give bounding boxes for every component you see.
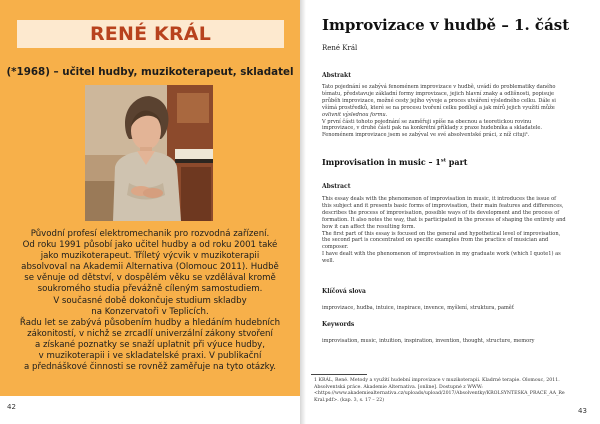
abstract-line: composer. [322,244,349,251]
footnote [314,378,584,404]
klicova-slova-text: improvizace, hudba, intuice, inspirace, invence, myšlení, struktura, paměť [322,305,514,311]
abstract-heading: Abstract [322,183,351,190]
abstract-line: describes the process of improvisation, possible ways of its development and the process of [322,209,560,216]
bio-line: zákonitostí, v nichž se zrcadlí univerzální zákony stvoření [27,328,273,339]
abstrakt-line: všímá prostředků, které se na procesu tvoření celku podílejí a jak mírů jejich využití může [322,104,555,111]
article-title: Improvizace v hudbě – 1. část [322,16,570,34]
keywords-heading: Keywords [322,321,355,328]
abstract-line: how it can affect the resulting form. [322,223,416,230]
abstract-line: The first part of this essay is focused on the general and hypothetical level of improvisation, [322,230,561,237]
abstract-line: formation. It also notes the way, that is participated in the process of shaping the entirety and [322,216,566,223]
abstract-line: This essay deals with the phenomenon of improvisation in music, it introduces the issue of [322,196,557,202]
footnote-line: Kral.pdf>. (kap. 3, s. 17 – 22) [314,397,385,403]
english-title-tail: part [446,157,468,167]
abstrakt-line: ovlivnit výslednou formu. [322,111,388,118]
article-author: René Král [322,44,358,52]
author-biography [3,229,297,373]
abstrakt-line: Tato pojednání se zabývá fenoménem improvizace v hudbě, uvádí do problematiky daného [322,84,556,90]
bio-line: se věnuje od dětství, v dospělém věku se vzdělával kromě [24,273,276,284]
english-title-text: Improvisation in music – 1 [322,157,441,167]
bio-line: a přednáškové činnosti se rovněž zaměřuje na tyto otázky. [24,362,276,373]
abstract-text [322,196,580,265]
book-spine-shadow [300,0,306,424]
abstrakt-line: průběh improvizace, možné cesty jejího vývoje a proces utváření výsledného celku. Dále si [322,97,556,104]
abstrakt-heading: Abstrakt [322,72,351,79]
footnote-line: <https://www.akademiealternativa.cz/uploads/upload/2017/Absolventky/KROLSYNTESKA_PRACE_AA_Re [314,391,565,396]
author-subtitle: (*1968) – učitel hudby, muzikoterapeut, skladatel [6,66,294,78]
page-number-left: 42 [7,403,16,411]
klicova-slova-heading: Klíčová slova [322,288,366,295]
page-margin-bottom [0,396,300,424]
abstract-line: I have dealt with the phenomenon of improvisation in my graduate work (which I quote1) as [322,251,561,258]
english-title-sup: st [440,157,446,164]
bio-line: jako muzikoterapeut. Tříletý výcvik v muzikoterapii [40,251,260,262]
bio-line: Řadu let se zabývá působením hudby a hledáním hudebních [19,317,281,328]
portrait-photo [85,85,213,221]
bio-line: V současné době dokončuje studium skladby [53,295,247,306]
bio-line: soukromého studia převážně cíleným samostudiem. [37,284,263,295]
footnote-line: 1 KRÁL, René. Metody a využití hudební improvizace v muzikoterapii. Kladrné terapie. Olomouc, 2011. [314,378,560,383]
bio-line: a získané poznatky se snaží uplatnit při výuce hudby, [35,339,265,350]
abstrakt-line: improvizace, v druhé části pak na konkrétní příklady z praxe hudebníka a skladatele. [322,125,542,132]
page-number-right: 43 [578,407,587,415]
bio-line: na Konzervatoři v Teplicích. [91,306,209,317]
keywords-text: improvisation, music, intuition, inspiration, invention, thought, structure, memory [322,338,535,344]
abstrakt-line: V první části tohoto pojednání se zaměřuji spíše na obecnou a teoretickou rovinu [322,118,532,125]
abstract-line: well. [322,258,335,265]
english-section-title [322,157,580,167]
footnote-line: Absolventská práce. Akademie Alternativa. [online]. Dostupné z WWW: [314,384,483,390]
bio-line: Původní profesí elektromechanik pro rozvodná zařízení. [30,229,270,239]
bio-line: Od roku 1991 působí jako učitel hudby a od roku 2001 také [22,240,278,251]
author-name: RENÉ KRÁL [89,23,212,45]
bio-line: v muzikoterapii i ve skladatelské praxi. V publikační [38,351,262,362]
abstrakt-line: tématu, představuje základní formy improvizace, jejich hlavní znaky a odlišnosti, popisuje [322,90,554,97]
abstrakt-line: Fenoménem improvizace jsem se zabýval ve své absolventské práci, z níž cituji¹. [322,132,530,139]
abstract-line: this subject and it presents basic forms of improvisation, their main features and differences, [322,202,564,209]
abstrakt-text [322,84,580,139]
bio-line: absolvoval na Akademii Alternativa (Olomouc 2011). Hudbě [21,262,279,273]
name-banner [17,20,284,48]
abstract-line: the second part is concentrated on specific examples from the practice of musician and [322,237,549,244]
footnote-divider [311,374,367,375]
